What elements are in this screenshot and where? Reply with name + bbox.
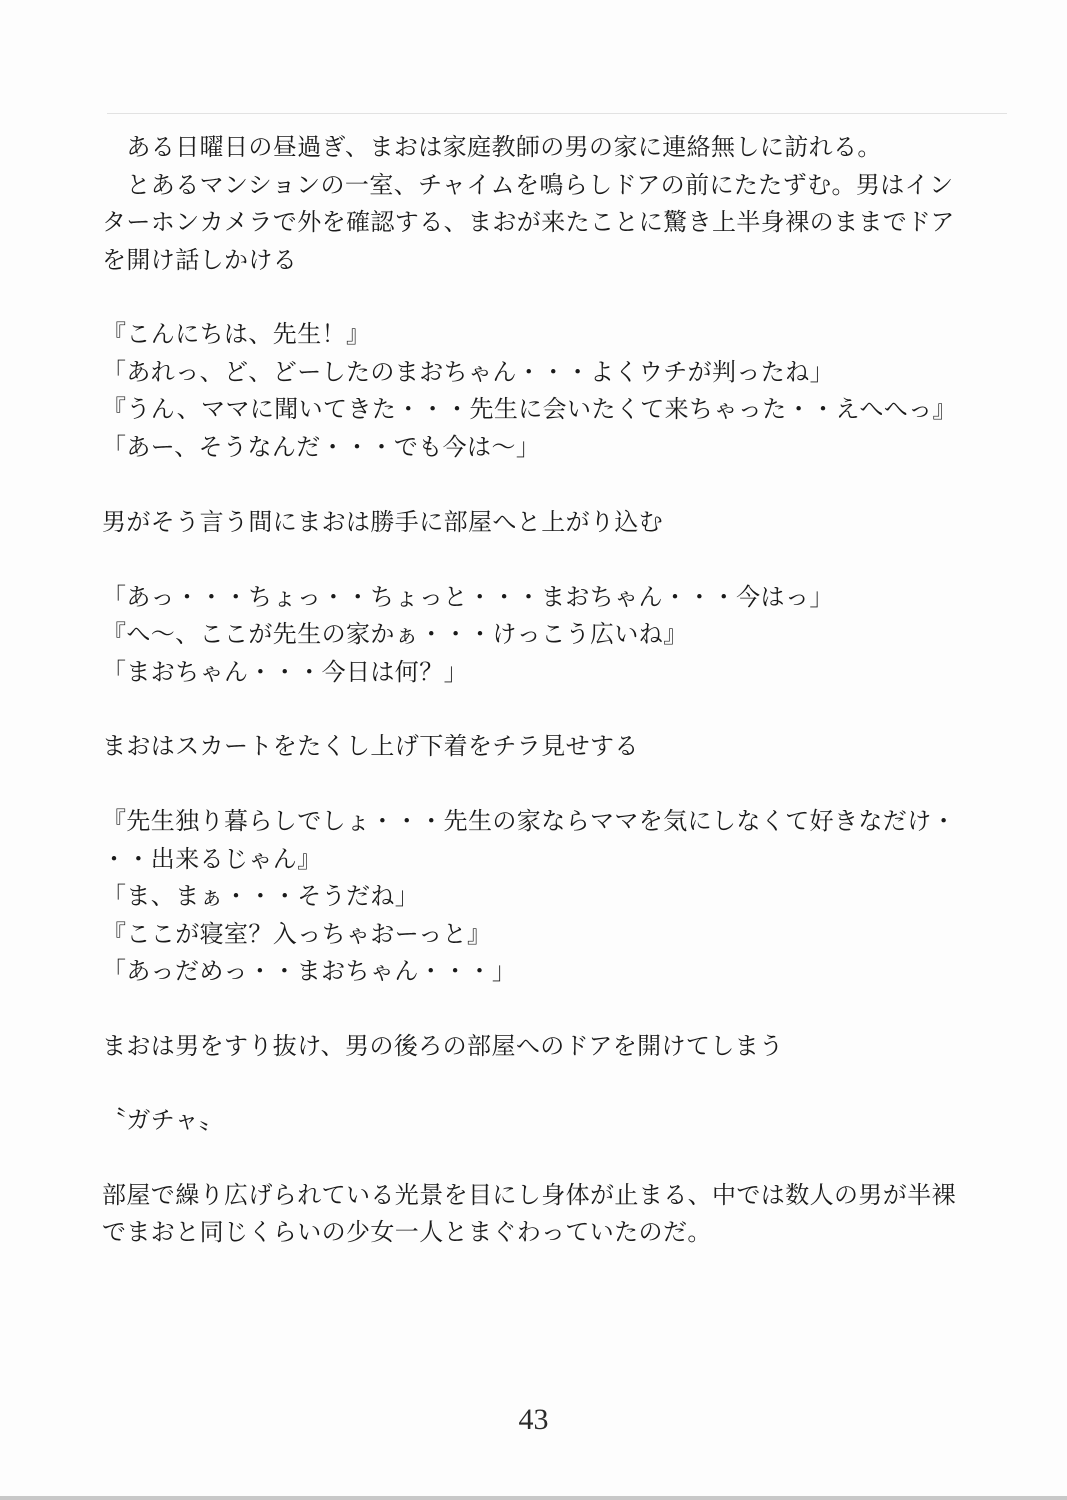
top-rule bbox=[107, 113, 1007, 114]
dialogue-line: 「まおちゃん・・・今日は何？」 bbox=[102, 658, 468, 686]
dialogue-line: 「あー、そうなんだ・・・でも今は～」 bbox=[102, 433, 541, 461]
text-line: でまおと同じくらいの少女一人とまぐわっていたのだ。 bbox=[102, 1218, 712, 1246]
dialogue-line: 「あれっ、ど、どーしたのまおちゃん・・・よくウチが判ったね」 bbox=[102, 358, 834, 386]
dialogue-line: 「あっ・・・ちょっ・・ちょっと・・・まおちゃん・・・今はっ」 bbox=[102, 583, 834, 611]
dialogue-line: 『先生独り暮らしでしょ・・・先生の家ならママを気にしなくて好きなだけ・ bbox=[102, 807, 956, 835]
dialogue-line: 『ここが寝室？入っちゃおーっと』 bbox=[102, 920, 492, 948]
text-line: ある日曜日の昼過ぎ、まおは家庭教師の男の家に連絡無しに訪れる。 bbox=[102, 133, 882, 161]
dialogue-line: 『へ～、ここが先生の家かぁ・・・けっこう広いね』 bbox=[102, 620, 688, 648]
text-line: まおはスカートをたくし上げ下着をチラ見せする bbox=[102, 732, 639, 760]
text-line: ターホンカメラで外を確認する、まおが来たことに驚き上半身裸のままでドア bbox=[102, 208, 955, 236]
dialogue-line: 「あっだめっ・・まおちゃん・・・」 bbox=[102, 957, 517, 985]
page-number: 43 bbox=[518, 1403, 549, 1436]
dialogue-line: ・・出来るじゃん』 bbox=[102, 845, 322, 873]
text-line: 男がそう言う間にまおは勝手に部屋へと上がり込む bbox=[102, 508, 664, 536]
text-line: まおは男をすり抜け、男の後ろの部屋へのドアを開けてしまう bbox=[102, 1032, 784, 1060]
dialogue-line: 『こんにちは、先生！』 bbox=[102, 320, 371, 348]
sound-effect: 〝ガチャ〟 bbox=[102, 1106, 224, 1134]
text-line: とあるマンションの一室、チャイムを鳴らしドアの前にたたずむ。男はイン bbox=[102, 171, 954, 199]
dialogue-line: 『うん、ママに聞いてきた・・・先生に会いたくて来ちゃった・・えへへっ』 bbox=[102, 395, 957, 423]
dialogue-line: 「ま、まぁ・・・そうだね」 bbox=[102, 882, 420, 910]
text-line: 部屋で繰り広げられている光景を目にし身体が止まる、中では数人の男が半裸 bbox=[102, 1181, 956, 1209]
page-bottom-edge bbox=[0, 1496, 1067, 1500]
text-line: を開け話しかける bbox=[102, 246, 298, 274]
